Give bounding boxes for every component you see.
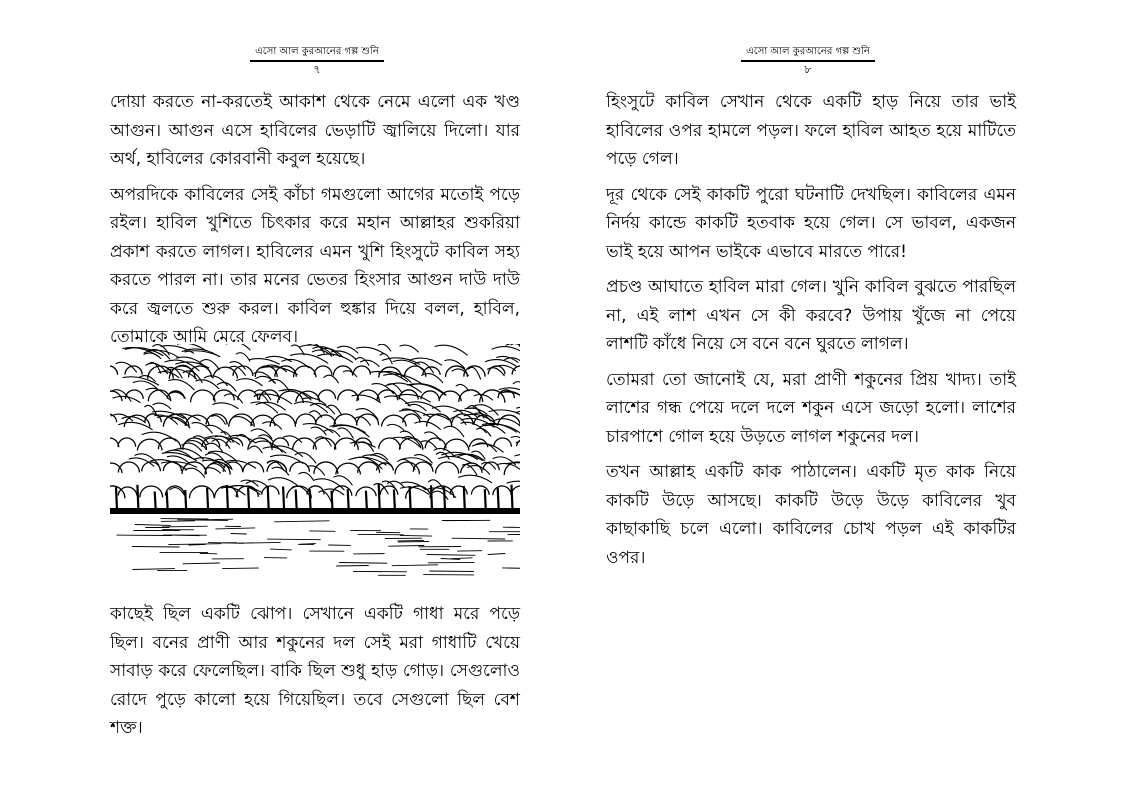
wind-stroke	[343, 371, 357, 377]
tree-trunk	[296, 490, 297, 511]
canopy-scallop	[483, 462, 499, 470]
wind-stroke	[256, 402, 285, 410]
canopy-scallop	[293, 438, 317, 450]
canopy-scallop	[494, 438, 512, 447]
tree-trunk	[348, 489, 349, 510]
wind-stroke	[422, 374, 443, 383]
canopy-scallop	[296, 414, 316, 424]
canopy-scallop	[403, 414, 420, 423]
ground-stroke	[161, 521, 194, 522]
ground-stroke	[337, 566, 369, 567]
canopy-scallop	[110, 414, 117, 422]
paragraph: অপরদিকে কাবিলের সেই কাঁচা গমগুলো আগের মতোই পড়ে রইল। হাবিল খুশিতে চিৎকার করে মহান আল্লাহর শুকরিয়া প্রকাশ করতে লাগল। হাবিলের এমন খুশি হিংসুটে কাবিল সহ্য করতে পারল না। তার মনের ভেতর হিংসার আগুন দাউ দাউ করে জ্বলতে শুরু করল। কাবিল হুঙ্কার দিয়ে বলল, হাবিল, তোমাকে আমি মেরে ফেলব।	[110, 184, 520, 347]
ground-stroke	[133, 569, 175, 570]
canopy-scallop	[110, 391, 122, 401]
wind-stroke	[474, 394, 492, 400]
wind-stroke	[294, 402, 327, 413]
canopy-scallop	[493, 486, 511, 495]
wind-stroke	[315, 479, 345, 490]
wind-stroke	[469, 367, 481, 379]
tree-trunk	[444, 486, 445, 510]
right-page	[561, 0, 1122, 793]
canopy-scallop	[512, 366, 520, 375]
canopy-scallop	[315, 415, 335, 424]
wind-stroke	[515, 454, 520, 460]
paragraph: প্রচণ্ড আঘাতে হাবিল মারা গেল। খুনি কাবিল বুঝতে পারছিল না, এই লাশ এখন সে কী করবে? উপায় খুঁজে না পেয়ে লাশটি কাঁধে নিয়ে সে বনে বনে ঘুরতে লাগল।	[606, 277, 1016, 354]
tree-trunk	[185, 490, 186, 510]
ground-stroke	[178, 520, 228, 521]
wind-stroke	[263, 422, 282, 429]
wind-stroke	[378, 344, 391, 351]
wind-stroke	[511, 344, 520, 355]
ground-stroke	[451, 558, 472, 559]
paragraph: হিংসুটে কাবিল সেখান থেকে একটি হাড় নিয়ে তার ভাই হাবিলের ওপর হামলে পড়ল। ফলে হাবিল আহত হয়ে মাটিতে পড়ে গেল।	[606, 92, 1016, 169]
wind-stroke	[387, 424, 405, 431]
ground-stroke	[271, 549, 292, 550]
tree-trunk	[137, 485, 138, 510]
tree-trunk	[167, 491, 168, 510]
header-rule	[250, 60, 384, 62]
wind-stroke	[318, 354, 353, 362]
ground-stroke	[238, 542, 280, 543]
ground-stroke	[135, 525, 170, 526]
paragraph: দূর থেকে সেই কাকটি পুরো ঘটনাটি দেখছিল। কাবিলের এমন নির্দয় কান্ডে কাকটি হতবাক হয়ে গেল। সে ভাবল, একজন ভাই হয়ে আপন ভাইকে এভাবে মারতে পারে!	[606, 184, 1016, 262]
tree-trunk	[394, 490, 395, 510]
tree-trunk	[431, 485, 432, 510]
tree-trunk	[310, 489, 311, 510]
canopy-scallop	[243, 462, 264, 472]
canopy-scallop	[118, 487, 137, 495]
wind-stroke	[196, 380, 219, 389]
wind-stroke	[337, 346, 357, 353]
tree-trunk	[227, 485, 228, 510]
wind-stroke	[185, 468, 205, 477]
wind-stroke	[456, 384, 469, 390]
wind-stroke	[169, 380, 194, 390]
canopy-scallop	[125, 366, 142, 375]
ground-stroke	[162, 526, 207, 527]
tree-trunk	[332, 491, 333, 510]
canopy-scallop	[290, 462, 310, 472]
canopy-scallop	[459, 390, 483, 402]
tree-trunk	[155, 492, 156, 511]
wind-stroke	[236, 353, 250, 361]
wind-stroke	[183, 371, 202, 383]
wind-stroke	[113, 396, 140, 402]
wind-stroke	[268, 478, 298, 487]
wind-stroke	[213, 403, 238, 409]
wind-stroke	[338, 428, 353, 438]
page-number: ৮	[804, 63, 812, 76]
canopy-scallop	[110, 366, 118, 375]
wind-stroke	[444, 426, 464, 436]
paragraph: তোমরা তো জানোই যে, মরা প্রাণী শকুনের প্রিয় খাদ্য। তাই লাশের গন্ধ পেয়ে দলে দলে শকুন এসে জড়ো হলো। লাশের চারপাশে গোল হয়ে উড়তে লাগল শকুনের দল।	[606, 369, 1016, 447]
ground-stroke	[340, 563, 387, 564]
ground-stroke	[216, 528, 255, 529]
wind-stroke	[250, 446, 263, 453]
tree-trunk	[498, 488, 499, 510]
wind-stroke	[485, 424, 520, 435]
wind-stroke	[519, 345, 520, 353]
wind-stroke	[205, 425, 226, 434]
wind-stroke	[226, 344, 250, 350]
canopy-scallop	[377, 390, 398, 400]
wind-stroke	[407, 384, 445, 395]
ground-stroke	[275, 521, 330, 522]
wind-stroke	[489, 410, 520, 416]
left-bottom-text	[110, 600, 520, 750]
paragraph: দোয়া করতে না-করতেই আকাশ থেকে নেমে এলো এক খণ্ড আগুন। আগুন এসে হাবিলের ভেড়াটি জ্বালিয়ে দিলো। যার অর্থ, হাবিলের কোরবানী কবুল হয়েছে।	[110, 92, 520, 169]
canopy-scallop	[379, 438, 401, 449]
canopy-scallop	[163, 462, 181, 471]
ground-stroke	[183, 563, 220, 564]
canopy-scallop	[190, 486, 215, 498]
tree-trunk	[379, 484, 380, 510]
canopy-scallop	[336, 463, 361, 474]
tree-trunk	[248, 488, 249, 510]
wind-stroke	[492, 347, 520, 355]
ground-stroke	[189, 544, 206, 545]
ground-stroke	[392, 565, 438, 566]
ground-stroke	[452, 538, 505, 539]
tree-trunk	[283, 487, 284, 511]
ground-stroke	[132, 547, 179, 548]
wind-stroke	[237, 379, 263, 386]
wind-stroke	[421, 441, 437, 449]
ground-stroke	[488, 554, 505, 555]
canopy-scallop	[213, 390, 234, 400]
canopy-scallop	[436, 462, 459, 474]
ground-stroke	[430, 571, 474, 572]
wind-stroke	[206, 443, 222, 451]
wind-stroke	[144, 353, 161, 359]
wind-stroke	[266, 356, 292, 361]
canopy-scallop	[395, 462, 419, 474]
ground-stroke	[268, 539, 321, 540]
tree-trunk	[268, 486, 269, 510]
canopy-scallop	[334, 414, 357, 426]
canopy-scallop	[262, 486, 279, 495]
ground-stroke	[503, 527, 520, 528]
tree-trunk	[207, 488, 208, 510]
canopy-scallop	[226, 438, 243, 446]
wind-stroke	[499, 392, 520, 402]
wind-stroke	[425, 432, 441, 441]
tree-trunk	[366, 491, 367, 510]
paragraph: কাছেই ছিল একটি ঝোপ। সেখানে একটি গাধা মরে পড়ে ছিল। বনের প্রাণী আর শকুনের দল সেই মরা গাধাটি খেয়ে সাবাড় করে ফেলেছিল। বাকি ছিল শুধু হাড় গোড়। সেগুলোও রোদে পুড়ে কালো হয়ে গিয়েছিল। তবে সেগুলো ছিল বেশ শক্ত।	[110, 604, 520, 738]
wind-stroke	[159, 372, 179, 378]
wind-stroke	[324, 375, 339, 383]
wind-stroke	[153, 403, 171, 409]
tree-trunk	[512, 485, 513, 510]
canopy-scallop	[471, 486, 489, 495]
canopy-scallop	[313, 438, 335, 449]
page-number: ৭	[313, 63, 321, 76]
wind-stroke	[249, 359, 279, 365]
tree-trunk	[410, 486, 411, 510]
tree-trunk	[116, 487, 117, 510]
ground-stroke	[389, 546, 424, 547]
right-text	[606, 88, 1016, 579]
canopy-scallop	[444, 439, 469, 450]
canopy-scallop	[191, 390, 215, 402]
ground-stroke	[503, 568, 521, 569]
canopy-scallop	[255, 366, 277, 377]
canopy-scallop	[314, 366, 332, 375]
canopy-scallop	[182, 462, 206, 474]
wind-stroke	[324, 430, 339, 437]
canopy-scallop	[318, 390, 335, 399]
wind-stroke	[313, 350, 332, 356]
canopy-scallop	[118, 438, 136, 447]
ground-stroke	[223, 568, 259, 569]
header-rule	[741, 60, 875, 62]
ground-stroke	[400, 535, 432, 536]
wind-stroke	[311, 427, 326, 435]
wind-stroke	[401, 458, 432, 465]
canopy-scallop	[140, 486, 163, 497]
ground-stroke	[231, 534, 246, 535]
wind-stroke	[299, 472, 314, 480]
wind-stroke	[352, 395, 380, 403]
tree-trunk	[464, 486, 465, 510]
wind-stroke	[356, 347, 384, 354]
ground-stroke	[398, 540, 424, 541]
windswept-forest-illustration	[110, 344, 520, 582]
wind-stroke	[119, 422, 153, 429]
wind-stroke	[435, 345, 467, 355]
canopy-scallop	[270, 414, 295, 427]
canopy-scallop	[223, 462, 242, 472]
canopy-scallop	[353, 366, 370, 375]
canopy-scallop	[110, 463, 122, 473]
wind-stroke	[400, 345, 418, 352]
running-head: এসো আল কুরআনের গল্প শুনি	[746, 46, 870, 57]
ground-stroke	[427, 555, 475, 556]
left-top-text	[110, 88, 520, 359]
running-head: এসো আল কুরআনের গল্প শুনি	[255, 46, 379, 57]
wind-stroke	[459, 475, 492, 483]
tree-trunk	[485, 489, 486, 510]
wind-stroke	[319, 491, 331, 502]
paragraph: তখন আল্লাহ একটি কাক পাঠালেন। একটি মৃত কাক নিয়ে কাকটি উড়ে আসছে। কাকটি উড়ে উড়ে কাবিলের খুব কাছাকাছি চলে এলো। কাবিলের চোখ পড়ল এই কাকটির ওপর।	[606, 462, 1016, 568]
